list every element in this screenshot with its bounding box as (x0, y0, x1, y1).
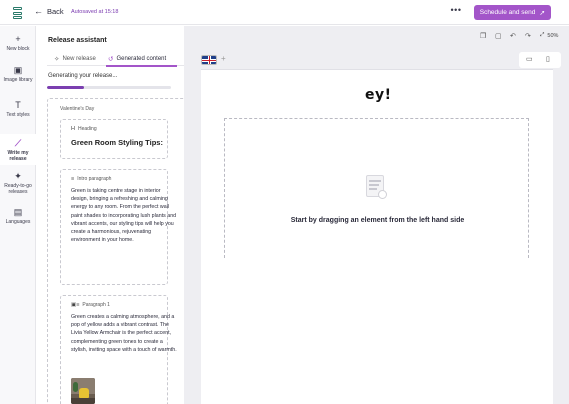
sparkle-icon: ✦ (14, 171, 22, 181)
paragraph-1-card[interactable] (60, 295, 177, 404)
rail-item-write-my-release[interactable] (0, 134, 36, 165)
text-icon: T (15, 100, 21, 110)
rail-item-label: Languages (5, 219, 31, 225)
mobile-icon[interactable]: ▯ (546, 56, 550, 63)
card-label-text: Paragraph 1 (82, 302, 110, 308)
rail-item-label: New block (6, 46, 30, 52)
tab-generated-content[interactable] (108, 52, 166, 65)
rail-item-new-block[interactable] (0, 34, 36, 56)
card-label-text: Heading (77, 126, 97, 132)
add-language-button[interactable]: + (221, 54, 226, 63)
image-icon: ▣ (13, 65, 23, 75)
rail-item-text-styles[interactable] (0, 100, 36, 126)
rail-item-label: Write my release (7, 150, 29, 162)
intro-paragraph-card[interactable] (60, 169, 177, 285)
device-toggle (519, 52, 561, 68)
document-icon (363, 174, 389, 200)
autosave-status: Autosaved at 15:18 (71, 9, 119, 15)
desktop-icon[interactable]: ▭ (526, 56, 533, 63)
drop-zone[interactable] (224, 118, 529, 258)
section-label: Valentine's Day (60, 106, 95, 112)
redo-icon[interactable]: ↷ (525, 33, 531, 40)
rail-item-label: Ready-to-go releases (4, 183, 32, 195)
email-canvas (184, 26, 569, 404)
progress-bar (47, 86, 171, 89)
translate-icon: ▤ (13, 207, 23, 217)
undo-icon[interactable]: ↶ (510, 33, 516, 40)
magic-wand-icon: ⟋ (14, 138, 22, 148)
zoom-control[interactable] (540, 32, 558, 39)
back-label: Back (47, 7, 64, 16)
active-tab-indicator (106, 65, 177, 67)
paragraph-icon: ≡ (71, 176, 75, 182)
zoom-level: 50% (547, 32, 559, 39)
schedule-label: Schedule and send (479, 9, 536, 16)
card-label-text: Intro paragraph (77, 176, 112, 182)
generating-status: Generating your release... (48, 73, 118, 79)
tab-label: New release (62, 55, 96, 62)
card-body-text: Green creates a calming atmosphere, and a pop of yellow adds a vibrant contrast. The Livia Yellow Armchair is the perfect accent, complementing green tones to create a stylish, inviting space with a touch of warmth. (71, 314, 177, 353)
canvas-toolbar (184, 26, 569, 48)
app-logo-icon[interactable] (13, 7, 22, 19)
tab-new-release[interactable] (54, 52, 96, 65)
card-label (71, 176, 111, 182)
top-bar (0, 0, 569, 25)
schedule-and-send-button[interactable] (474, 5, 551, 20)
image-text-icon: ▣≡ (71, 302, 80, 308)
progress-fill (47, 86, 84, 89)
card-body-text: Green is taking centre stage in interior design, bringing a refreshing and calming energy to any room. From the perfect wall paint shades to incorporating lush plants and vibrant accents, our styling tips will help you create a harmonious, rejuvenating environment in your home. (71, 188, 177, 244)
arrow-left-icon: ← (34, 6, 43, 16)
card-label (71, 302, 110, 308)
rail-item-image-library[interactable] (0, 65, 36, 91)
send-icon: ➚ (539, 9, 546, 17)
back-button[interactable] (34, 7, 64, 16)
history-icon: ↺ (108, 55, 114, 63)
heading-icon: H (71, 126, 75, 132)
card-heading-text: Green Room Styling Tips: (71, 138, 163, 147)
copy-icon[interactable]: ❐ (480, 33, 487, 40)
heading-card[interactable] (60, 119, 168, 159)
rail-item-ready-to-go[interactable] (0, 171, 36, 197)
tab-label: Generated content (116, 55, 167, 62)
language-bar (184, 52, 569, 68)
left-rail (0, 26, 36, 404)
expand-icon: ⤢ (540, 32, 545, 38)
rail-item-languages[interactable] (0, 207, 36, 229)
email-preview (201, 69, 553, 404)
plus-icon: + (15, 34, 21, 44)
duplicate-icon[interactable]: ▢ (495, 33, 502, 40)
panel-title: Release assistant (48, 37, 107, 44)
rail-item-label: Text styles (6, 112, 30, 118)
sparkle-icon: ✧ (54, 55, 60, 63)
drop-instruction: Start by dragging an element from the left hand side (290, 217, 465, 224)
armchair-thumbnail-image (71, 378, 95, 404)
card-label (71, 126, 97, 132)
uk-flag-icon[interactable] (201, 55, 217, 65)
more-options-button[interactable]: ••• (450, 5, 462, 15)
rail-item-label: Image library (3, 77, 33, 83)
brand-logo: ey! (365, 87, 392, 103)
release-assistant-panel (37, 26, 183, 404)
